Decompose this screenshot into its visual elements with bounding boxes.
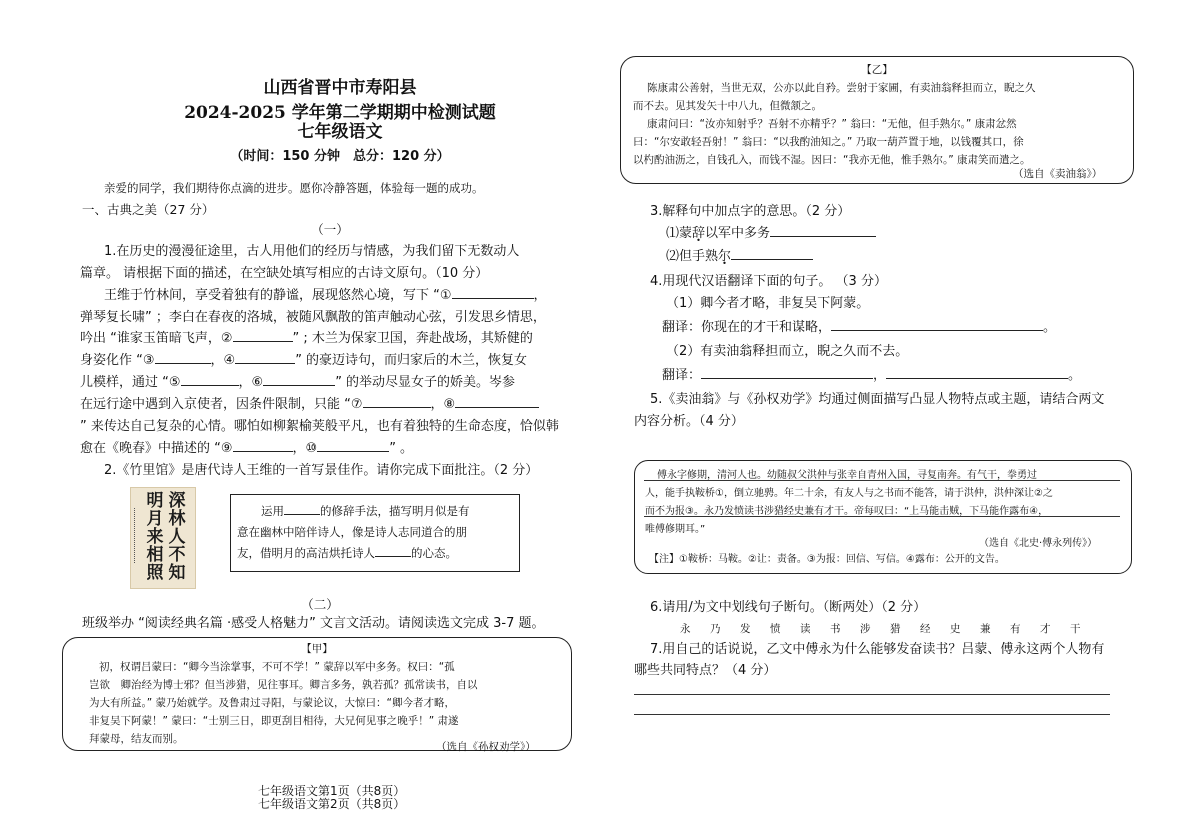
passage-bing-line: 人，能手执鞍桥①，倒立驰骋。年二十余，有友人与之书而不能答，请于洪仲，洪仲深让②之 — [645, 488, 1053, 499]
blank-5[interactable] — [181, 371, 239, 386]
q5-line-1: 5.《卖油翁》与《孙权劝学》均通过侧面描写凸显人物特点或主题，请结合两文 — [650, 392, 1105, 407]
passage-bing-line: 傅永字修期，清河人也。幼随叔父洪仲与张幸自青州入国，寻复南奔。有气干，拳勇过 — [657, 470, 1037, 481]
q1-l6-text: 身姿化作 “③ — [80, 353, 155, 368]
blank-2[interactable] — [233, 327, 293, 342]
q6-char: 才 — [1040, 623, 1051, 635]
q4-t1-label: 翻译：你现在的才干和谋略， — [662, 320, 832, 335]
q1-line-7 — [80, 371, 515, 395]
ann-l3-a: 友，借明月的高洁烘托诗人 — [237, 546, 375, 560]
passage-jia-line: 为大有所益。” 蒙乃始就学。及鲁肃过寻阳，与蒙论议，大惊曰：“卿今者才略， — [89, 697, 455, 709]
q4-blank-3[interactable] — [886, 364, 1068, 379]
calli-char: 明 — [146, 491, 164, 511]
exam-title: 2024-2025 学年第二学期期中检测试题 — [184, 103, 496, 123]
passage-jia-line: 非复吴下阿蒙！” 蒙曰：“士别三日，即更刮目相待，大兄何见事之晚乎！” 肃遂 — [89, 715, 459, 727]
passage-jia-line: 岂欲 卿治经为博士邪？但当涉猎，见往事耳。卿言多务，孰若孤？孤常读书，自以 — [89, 679, 478, 691]
blank-8[interactable] — [455, 393, 539, 408]
ann-l3-b: 的心态。 — [411, 546, 457, 560]
blank-7[interactable] — [363, 393, 431, 408]
passage-bing-line: 而不为报③。永乃发愤读书涉猎经史兼有才干。帝每叹曰：“上马能击贼，下马能作露布④， — [645, 506, 1049, 517]
q1-l8-text: 在远行途中遇到入京使者，因条件限制，只能 “⑦ — [80, 397, 363, 412]
q7-answer-line-2[interactable] — [634, 714, 1110, 715]
calli-signature — [134, 508, 141, 563]
calli-char: 人 — [168, 527, 186, 547]
q1-line-1: 1.在历史的漫漫征途里，古人用他们的经历与情感，为我们留下无数动人 — [104, 244, 520, 259]
passage-bing-note: 【注】①鞍桥：马鞍。②让：责备。③为报：回信、写信。④露布：公开的文告。 — [649, 554, 1005, 565]
q4-t2-label: 翻译： — [662, 368, 702, 383]
calli-char: 深 — [168, 491, 186, 511]
q1-l7-text: 儿模样，通过 “⑤ — [80, 375, 181, 390]
passage-yi-source: （选自《卖油翁》） — [1013, 168, 1103, 180]
section-1-heading: 一、古典之美（27 分） — [82, 202, 215, 217]
q4-sentence-2: （2）有卖油翁释担而立，睨之久而不去。 — [666, 344, 909, 359]
calli-char: 不 — [168, 545, 186, 565]
q3-item-1-pre: ⑴蒙 — [666, 226, 693, 241]
q3-item-1 — [666, 222, 876, 246]
q4-t2-end: 。 — [1068, 368, 1082, 383]
passage-jia-box — [62, 637, 572, 751]
q7-line-2: 哪些共同特点？（4 分） — [634, 663, 777, 678]
q6-char: 猎 — [890, 623, 901, 635]
q3-dotted-char-1: 辞 — [692, 226, 706, 241]
annotation-line-1 — [261, 501, 470, 522]
calli-char: 来 — [146, 527, 164, 547]
q1-line-8 — [80, 393, 539, 417]
q3-item-1-post: 以军中多务 — [705, 226, 771, 241]
q4-blank-2[interactable] — [701, 364, 873, 379]
calli-char: 照 — [146, 563, 164, 583]
q6-characters — [680, 620, 1100, 636]
q6-char: 书 — [830, 623, 841, 635]
q2-line: 2.《竹里馆》是唐代诗人王维的一首写景佳作。请你完成下面批注。（2 分） — [104, 463, 539, 478]
blank-4[interactable] — [235, 349, 295, 364]
calli-char: 知 — [168, 563, 186, 583]
q1-l3-comma: ， — [533, 288, 547, 303]
q4-blank-1[interactable] — [831, 316, 1043, 331]
passage-yi-box — [620, 56, 1134, 184]
q1-l10-text: 愈在《晚春》中描述的 “⑨ — [80, 441, 233, 456]
part-2-title: （二） — [301, 597, 339, 612]
passage-bing-box — [634, 460, 1132, 574]
footer-page-2: 七年级语文第2页（共8页） — [258, 797, 406, 811]
q1-l8-text-b: ，⑧ — [430, 397, 456, 412]
blank-6[interactable] — [263, 371, 335, 386]
q3-line: 3.解释句中加点字的意思。（2 分） — [650, 204, 851, 219]
passage-bing-source: （选自《北史·傅永列传》） — [979, 538, 1098, 549]
calligraphy-image — [130, 487, 196, 589]
ann-l1-a: 运用 — [261, 504, 284, 518]
annotation-blank-2[interactable] — [375, 544, 411, 557]
q3-blank-2[interactable] — [731, 245, 813, 260]
annotation-box — [230, 494, 520, 572]
q4-t1-end: 。 — [1043, 320, 1057, 335]
q1-line-4: 弹琴复长啸” ；李白在春夜的洛城，被随风飘散的笛声触动心弦，引发思乡情思， — [80, 310, 546, 325]
passage-jia-title: 【甲】 — [301, 643, 333, 655]
q3-item-2-pre: ⑵但手熟 — [666, 249, 719, 264]
q1-line-9: ” 来传达自己复杂的心情。哪怕如柳絮榆荚般平凡，也有着独特的生命态度，恰似韩 — [80, 419, 559, 434]
calli-char: 林 — [168, 509, 186, 529]
calli-char: 相 — [146, 545, 164, 565]
q1-l6-text-c: ” 的豪迈诗句，而归家后的木兰，恢复女 — [295, 353, 528, 368]
q1-line-10 — [80, 437, 413, 461]
q4-translation-1 — [662, 316, 1056, 340]
passage-yi-title: 【乙】 — [861, 64, 893, 76]
q6-char: 发 — [740, 623, 751, 635]
q1-l7-text-c: ” 的举动尽显女子的娇美。岑参 — [335, 375, 516, 390]
bing-underline-2 — [644, 516, 1120, 517]
q4-line: 4.用现代汉语翻译下面的句子。 （3 分） — [650, 274, 887, 289]
blank-10[interactable] — [317, 437, 389, 452]
q6-char: 读 — [800, 623, 811, 635]
q6-char: 愤 — [770, 623, 781, 635]
passage-yi-line: 以杓酌油沥之，自钱孔入，而钱不湿。因曰：“我亦无他，惟手熟尔。” 康肃笑而遣之。 — [633, 154, 1031, 166]
annotation-line-2: 意在幽林中陪伴诗人，像是诗人志同道合的朋 — [237, 525, 467, 539]
q6-char: 史 — [950, 623, 961, 635]
part-2-intro: 班级举办 “阅读经典名篇 ·感受人格魅力” 文言文活动。请阅读选文完成 3-7 题。 — [82, 616, 545, 631]
q7-line-1: 7.用自己的话说说，乙文中傅永为什么能够发奋读书？吕蒙、傅永这两个人物有 — [650, 642, 1105, 657]
blank-1[interactable] — [452, 284, 534, 299]
q6-char: 永 — [680, 623, 691, 635]
passage-yi-line: 曰：“尔安敢轻吾射！” 翁曰：“以我酌油知之。” 乃取一葫芦置于地，以钱覆其口，徐 — [633, 136, 1024, 148]
bing-underline-1 — [644, 480, 1120, 481]
passage-jia-source: （选自《孙权劝学》） — [436, 741, 536, 753]
annotation-line-3 — [237, 543, 457, 564]
q4-sentence-1: （1）卿今者才略，非复吴下阿蒙。 — [666, 296, 870, 311]
q3-item-2 — [666, 245, 813, 269]
intro-text: 亲爱的同学，我们期待你点滴的进步。愿你冷静答题，体验每一题的成功。 — [104, 181, 484, 195]
subject-title: 七年级语文 — [297, 122, 383, 142]
q1-line-3 — [104, 284, 547, 308]
passage-jia-line: 拜蒙母，结友而别。 — [89, 733, 184, 745]
annotation-blank-1[interactable] — [284, 502, 320, 515]
q6-char: 经 — [920, 623, 931, 635]
passage-yi-line: 康肃问曰：“汝亦知射乎？吾射不亦精乎？” 翁曰：“无他，但手熟尔。” 康肃忿然 — [647, 118, 1017, 130]
passage-yi-line: 陈康肃公善射，当世无双，公亦以此自矜。尝射于家圃，有卖油翁释担而立，睨之久 — [647, 82, 1036, 94]
exam-time: （时间：150 分钟 总分：120 分） — [230, 149, 450, 164]
q1-l10-text-c: ” 。 — [389, 441, 414, 456]
passage-jia-line: 初，权谓吕蒙曰：“卿今当涂掌事，不可不学！” 蒙辞以军中多务。权曰：“孤 — [99, 661, 455, 673]
q1-line-6 — [80, 349, 527, 373]
passage-bing-line: 唯傅修期耳。” — [645, 524, 706, 535]
q1-l10-text-b: ，⑩ — [292, 441, 318, 456]
q6-char: 涉 — [860, 623, 871, 635]
q4-translation-2 — [662, 364, 1081, 388]
q1-l5-text: 吟出 “谁家玉笛暗飞声，② — [80, 331, 233, 346]
q1-line-5 — [80, 327, 533, 351]
q6-line: 6.请用/为文中划线句子断句。（断两处）（2 分） — [650, 600, 927, 615]
q6-char: 干 — [1070, 623, 1081, 635]
q1-l6-text-b: ，④ — [210, 353, 236, 368]
q6-char: 乃 — [710, 623, 721, 635]
q1-l7-text-b: ，⑥ — [238, 375, 264, 390]
q1-l3-text: 王维于竹林间，享受着独有的静谧，展现悠然心境，写下 “① — [104, 288, 452, 303]
q6-char: 有 — [1010, 623, 1021, 635]
blank-3[interactable] — [155, 349, 211, 364]
q6-char: 兼 — [980, 623, 991, 635]
q1-l5-text-b: ” ; 木兰为保家卫国，奔赴战场，其矫健的 — [292, 331, 533, 346]
passage-yi-line: 而不去。见其发矢十中八九，但微颔之。 — [633, 100, 822, 112]
q3-dotted-char-2: 尔 — [718, 249, 732, 264]
calli-char: 月 — [146, 509, 164, 529]
ann-l1-b: 的修辞手法，描写明月似是有 — [320, 504, 470, 518]
footer-page-1: 七年级语文第1页（共8页） — [258, 784, 406, 798]
q4-t2-mid: ， — [873, 368, 887, 383]
blank-9[interactable] — [233, 437, 293, 452]
school-title: 山西省晋中市寿阳县 — [263, 78, 417, 98]
q7-answer-line-1[interactable] — [634, 694, 1110, 695]
q1-line-2: 篇章。 请根据下面的描述，在空缺处填写相应的古诗文原句。（10 分） — [80, 266, 489, 281]
q3-blank-1[interactable] — [770, 222, 876, 237]
q5-line-2: 内容分析。（4 分） — [634, 414, 744, 429]
part-1-title: （一） — [311, 222, 349, 237]
